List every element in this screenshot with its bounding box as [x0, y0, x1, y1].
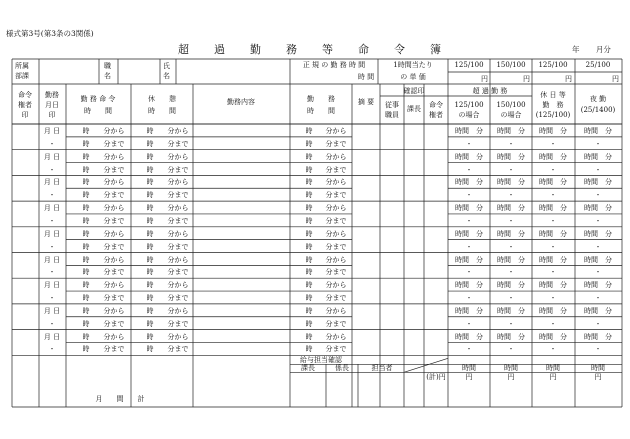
row-month-day: 月 日	[43, 204, 61, 213]
row-dot: ・	[48, 345, 56, 354]
footer-payroll-confirm: 給与担当確認	[300, 356, 342, 365]
row-dot: ・	[48, 319, 56, 328]
row-hours-min: 時間 分	[584, 178, 612, 187]
row-hour: 時	[82, 127, 90, 135]
row-dot: ・	[465, 345, 473, 354]
row-hour: 時	[305, 281, 313, 290]
row-hours-min: 時間 分	[584, 306, 612, 315]
row-dot: ・	[48, 294, 56, 303]
yen-unit: 円	[612, 75, 619, 83]
row-to: 分まで	[325, 216, 347, 225]
row-hour: 時	[305, 152, 313, 161]
row-hour: 時	[305, 178, 313, 187]
row-to: 分まで	[167, 345, 189, 354]
row-dot: ・	[48, 216, 56, 225]
row-from: 分から	[167, 178, 189, 187]
row-dot: ・	[594, 242, 602, 251]
row-hours-min: 時間 分	[539, 281, 567, 290]
col-holiday: (125/100)	[535, 111, 571, 119]
footer-unit-chief: 係長	[335, 364, 349, 373]
row-from: 分から	[167, 306, 189, 315]
col-commander: 命令	[18, 91, 32, 99]
row-to: 分まで	[167, 139, 189, 148]
row-hour: 時	[146, 255, 154, 264]
row-dot: ・	[594, 191, 602, 200]
row-hours-min: 時間 分	[455, 332, 483, 341]
footer-hours: 時間	[546, 364, 560, 373]
hourly-rate-label: の 単 価	[400, 73, 426, 81]
row-dot: ・	[549, 345, 557, 354]
row-to: 分まで	[103, 345, 125, 354]
row-hours-min: 時間 分	[455, 281, 483, 290]
row-hour: 時	[146, 204, 154, 213]
col-holiday: 勤 務	[542, 101, 564, 109]
col-holiday: 休 日 等	[540, 91, 566, 99]
row-dot: ・	[48, 191, 56, 200]
row-from: 分から	[167, 204, 189, 213]
footer-staff: 担当者	[371, 364, 393, 373]
row-to: 分まで	[103, 319, 125, 328]
col-confirm: 確認印	[403, 87, 425, 95]
row-dot: ・	[465, 191, 473, 200]
row-to: 分まで	[103, 242, 125, 251]
dept-label: 所属	[15, 62, 29, 70]
row-to: 分まで	[167, 165, 189, 174]
row-month-day: 月 日	[43, 178, 61, 187]
form-number-label: 様式第3号(第3条の3関係)	[6, 29, 94, 38]
hourly-rate-label: 1時間当たり	[393, 61, 433, 69]
row-hour: 時	[305, 191, 313, 200]
rate-label: 25/100	[585, 61, 611, 69]
row-to: 分まで	[167, 319, 189, 328]
row-dot: ・	[594, 268, 602, 277]
row-from: 分から	[167, 229, 189, 238]
dept-label: 部課	[15, 72, 29, 80]
row-dot: ・	[507, 139, 515, 148]
row-hours-min: 時間 分	[455, 204, 483, 213]
col-work-date: 印	[48, 111, 56, 119]
row-from: 分から	[103, 178, 125, 187]
col-order-time: 勤 務 命 令	[80, 95, 116, 103]
row-dot: ・	[465, 216, 473, 225]
row-from: 分から	[103, 127, 125, 135]
row-hour: 時	[82, 255, 90, 264]
yen-unit: 円	[481, 75, 488, 83]
row-to: 分まで	[103, 216, 125, 225]
row-to: 分まで	[325, 345, 347, 354]
yen-unit: 円	[523, 75, 530, 83]
row-dot: ・	[594, 345, 602, 354]
row-hour: 時	[305, 268, 313, 277]
row-hour: 時	[146, 242, 154, 251]
row-from: 分から	[103, 281, 125, 290]
row-month-day: 月 日	[43, 281, 61, 290]
row-dot: ・	[549, 268, 557, 277]
row-hours-min: 時間 分	[584, 204, 612, 213]
row-hour: 時	[82, 178, 90, 187]
row-dot: ・	[48, 242, 56, 251]
row-hour: 時	[82, 152, 90, 161]
row-month-day: 月 日	[43, 229, 61, 238]
row-hours-min: 時間 分	[584, 255, 612, 264]
row-hour: 時	[305, 242, 313, 251]
row-dot: ・	[507, 319, 515, 328]
row-hour: 時	[146, 178, 154, 187]
col-work-time: 時 間	[307, 107, 335, 115]
row-hours-min: 時間 分	[455, 229, 483, 238]
row-from: 分から	[325, 178, 347, 187]
row-hours-min: 時間 分	[539, 127, 567, 135]
footer-hours: 時間	[462, 364, 476, 373]
row-from: 分から	[167, 152, 189, 161]
row-dot: ・	[465, 268, 473, 277]
row-dot: ・	[549, 165, 557, 174]
row-dot: ・	[48, 268, 56, 277]
col-worker: 職員	[385, 111, 399, 119]
row-from: 分から	[325, 281, 347, 290]
row-from: 分から	[325, 229, 347, 238]
row-dot: ・	[507, 268, 515, 277]
row-hours-min: 時間 分	[455, 255, 483, 264]
footer-section-chief: 課長	[301, 364, 315, 373]
row-dot: ・	[594, 165, 602, 174]
row-to: 分まで	[103, 165, 125, 174]
yen-unit: 円	[565, 75, 572, 83]
row-dot: ・	[549, 294, 557, 303]
col-order-time: 時 間	[84, 107, 112, 115]
footer-monthly-total: 月 間 計	[95, 395, 145, 403]
col-break-time: 休 憩	[148, 95, 176, 103]
footer-yen: 円	[465, 373, 473, 382]
row-hours-min: 時間 分	[584, 152, 612, 161]
row-month-day: 月 日	[43, 152, 61, 161]
row-dot: ・	[594, 294, 602, 303]
row-hour: 時	[146, 191, 154, 200]
row-hour: 時	[82, 216, 90, 225]
row-hour: 時	[82, 242, 90, 251]
hours-unit-label: 時 間	[357, 73, 375, 81]
row-to: 分まで	[325, 242, 347, 251]
footer-hours: 時間	[591, 364, 605, 373]
row-dot: ・	[549, 139, 557, 148]
row-hours-min: 時間 分	[539, 204, 567, 213]
row-hour: 時	[305, 294, 313, 303]
row-to: 分まで	[325, 139, 347, 148]
row-hour: 時	[82, 332, 90, 341]
row-to: 分まで	[103, 268, 125, 277]
row-from: 分から	[103, 332, 125, 341]
row-hour: 時	[305, 255, 313, 264]
row-hours-min: 時間 分	[539, 229, 567, 238]
row-hour: 時	[82, 306, 90, 315]
row-dot: ・	[549, 216, 557, 225]
row-to: 分まで	[167, 268, 189, 277]
row-from: 分から	[167, 332, 189, 341]
col-night: 夜 勤	[589, 95, 607, 103]
row-dot: ・	[507, 294, 515, 303]
footer-total: (計)円	[426, 373, 446, 382]
post-label: 職	[104, 62, 111, 70]
name-label: 氏	[163, 62, 170, 70]
row-from: 分から	[325, 152, 347, 161]
row-hour: 時	[146, 152, 154, 161]
col-ot-125: 125/100	[454, 101, 484, 109]
row-hours-min: 時間 分	[455, 127, 483, 135]
row-dot: ・	[465, 319, 473, 328]
row-to: 分まで	[325, 191, 347, 200]
row-hour: 時	[305, 139, 313, 148]
row-hour: 時	[82, 191, 90, 200]
row-to: 分まで	[103, 191, 125, 200]
row-dot: ・	[507, 216, 515, 225]
row-hours-min: 時間 分	[497, 306, 525, 315]
row-hours-min: 時間 分	[497, 332, 525, 341]
row-hour: 時	[82, 229, 90, 238]
row-hours-min: 時間 分	[497, 152, 525, 161]
col-ot-150: の場合	[500, 111, 522, 119]
row-to: 分まで	[325, 319, 347, 328]
row-to: 分まで	[167, 216, 189, 225]
row-hour: 時	[146, 165, 154, 174]
col-ot-150: 150/100	[496, 101, 526, 109]
row-dot: ・	[549, 242, 557, 251]
row-dot: ・	[465, 294, 473, 303]
row-dot: ・	[465, 242, 473, 251]
post-label: 名	[104, 72, 111, 80]
row-dot: ・	[594, 216, 602, 225]
row-dot: ・	[465, 165, 473, 174]
row-hour: 時	[146, 332, 154, 341]
page-title: 超過勤務等命令簿	[178, 43, 466, 56]
row-dot: ・	[465, 139, 473, 148]
row-hour: 時	[82, 268, 90, 277]
row-hour: 時	[82, 294, 90, 303]
col-work-date: 勤務	[45, 91, 59, 99]
row-hour: 時	[305, 319, 313, 328]
col-section-chief: 課長	[407, 105, 421, 113]
row-hour: 時	[146, 306, 154, 315]
row-from: 分から	[103, 255, 125, 264]
row-hour: 時	[146, 319, 154, 328]
footer-yen: 円	[507, 373, 515, 382]
col-order-holder: 命令	[429, 101, 443, 109]
row-hour: 時	[146, 268, 154, 277]
row-hours-min: 時間 分	[539, 255, 567, 264]
row-hour: 時	[146, 281, 154, 290]
col-night: (25/1400)	[580, 106, 616, 114]
year-month-label: 年 月分	[572, 45, 611, 54]
row-hours-min: 時間 分	[497, 127, 525, 135]
col-break-time: 時 間	[148, 107, 176, 115]
row-from: 分から	[325, 255, 347, 264]
row-hours-min: 時間 分	[497, 229, 525, 238]
col-overtime: 超 過 勤 務	[472, 87, 508, 95]
row-hour: 時	[82, 204, 90, 213]
row-hour: 時	[146, 139, 154, 148]
row-hours-min: 時間 分	[584, 332, 612, 341]
row-dot: ・	[549, 191, 557, 200]
row-hours-min: 時間 分	[455, 178, 483, 187]
row-hours-min: 時間 分	[584, 229, 612, 238]
row-to: 分まで	[103, 139, 125, 148]
col-ot-125: の場合	[458, 111, 480, 119]
row-hours-min: 時間 分	[539, 332, 567, 341]
row-from: 分から	[167, 127, 189, 135]
row-hour: 時	[82, 345, 90, 354]
row-from: 分から	[325, 204, 347, 213]
row-hours-min: 時間 分	[497, 204, 525, 213]
col-work-content: 勤務内容	[227, 98, 255, 106]
col-order-holder: 権者	[429, 111, 443, 119]
row-to: 分まで	[103, 294, 125, 303]
row-hour: 時	[146, 216, 154, 225]
row-from: 分から	[167, 281, 189, 290]
footer-yen: 円	[594, 373, 602, 382]
row-hours-min: 時間 分	[539, 152, 567, 161]
row-dot: ・	[507, 165, 515, 174]
row-hours-min: 時間 分	[584, 127, 612, 135]
row-from: 分から	[325, 306, 347, 315]
row-to: 分まで	[325, 268, 347, 277]
row-dot: ・	[507, 191, 515, 200]
row-hour: 時	[146, 229, 154, 238]
row-hours-min: 時間 分	[497, 178, 525, 187]
rate-label: 125/100	[538, 61, 568, 69]
row-to: 分まで	[325, 165, 347, 174]
row-month-day: 月 日	[43, 255, 61, 264]
row-dot: ・	[507, 345, 515, 354]
regular-hours-label: 正 規 の 勤 務 時 間	[302, 61, 366, 69]
row-from: 分から	[325, 332, 347, 341]
row-hours-min: 時間 分	[584, 281, 612, 290]
footer-hours: 時間	[504, 364, 518, 373]
col-work-date: 月日	[45, 101, 59, 109]
row-to: 分まで	[167, 191, 189, 200]
row-hour: 時	[82, 165, 90, 174]
row-from: 分から	[103, 152, 125, 161]
row-from: 分から	[103, 229, 125, 238]
row-hours-min: 時間 分	[539, 306, 567, 315]
row-month-day: 月 日	[43, 332, 61, 341]
row-to: 分まで	[167, 242, 189, 251]
col-commander: 権者	[18, 101, 32, 109]
row-month-day: 月 日	[43, 127, 61, 135]
row-dot: ・	[594, 139, 602, 148]
row-hour: 時	[305, 216, 313, 225]
row-from: 分から	[167, 255, 189, 264]
row-hour: 時	[146, 294, 154, 303]
col-work-time: 勤 務	[307, 95, 335, 103]
row-hour: 時	[305, 127, 313, 135]
row-hour: 時	[305, 306, 313, 315]
row-hours-min: 時間 分	[539, 178, 567, 187]
row-dot: ・	[594, 319, 602, 328]
row-from: 分から	[103, 204, 125, 213]
row-hour: 時	[305, 345, 313, 354]
row-to: 分まで	[325, 294, 347, 303]
rate-label: 125/100	[454, 61, 484, 69]
row-dot: ・	[48, 165, 56, 174]
row-hour: 時	[305, 204, 313, 213]
col-worker: 従事	[385, 101, 399, 109]
row-dot: ・	[48, 139, 56, 148]
row-hour: 時	[146, 345, 154, 354]
row-hour: 時	[305, 165, 313, 174]
name-label: 名	[163, 72, 170, 80]
row-hours-min: 時間 分	[497, 255, 525, 264]
rate-label: 150/100	[496, 61, 526, 69]
row-month-day: 月 日	[43, 306, 61, 315]
row-dot: ・	[549, 319, 557, 328]
footer-yen: 円	[549, 373, 557, 382]
col-summary: 摘 要	[357, 98, 375, 106]
row-hour: 時	[82, 139, 90, 148]
row-from: 分から	[325, 127, 347, 135]
row-hours-min: 時間 分	[455, 152, 483, 161]
row-to: 分まで	[167, 294, 189, 303]
row-hours-min: 時間 分	[497, 281, 525, 290]
row-hour: 時	[146, 127, 154, 135]
row-hour: 時	[305, 332, 313, 341]
row-hour: 時	[305, 229, 313, 238]
row-from: 分から	[103, 306, 125, 315]
row-dot: ・	[507, 242, 515, 251]
row-hours-min: 時間 分	[455, 306, 483, 315]
col-commander: 印	[21, 111, 29, 119]
row-hour: 時	[82, 281, 90, 290]
row-hour: 時	[82, 319, 90, 328]
